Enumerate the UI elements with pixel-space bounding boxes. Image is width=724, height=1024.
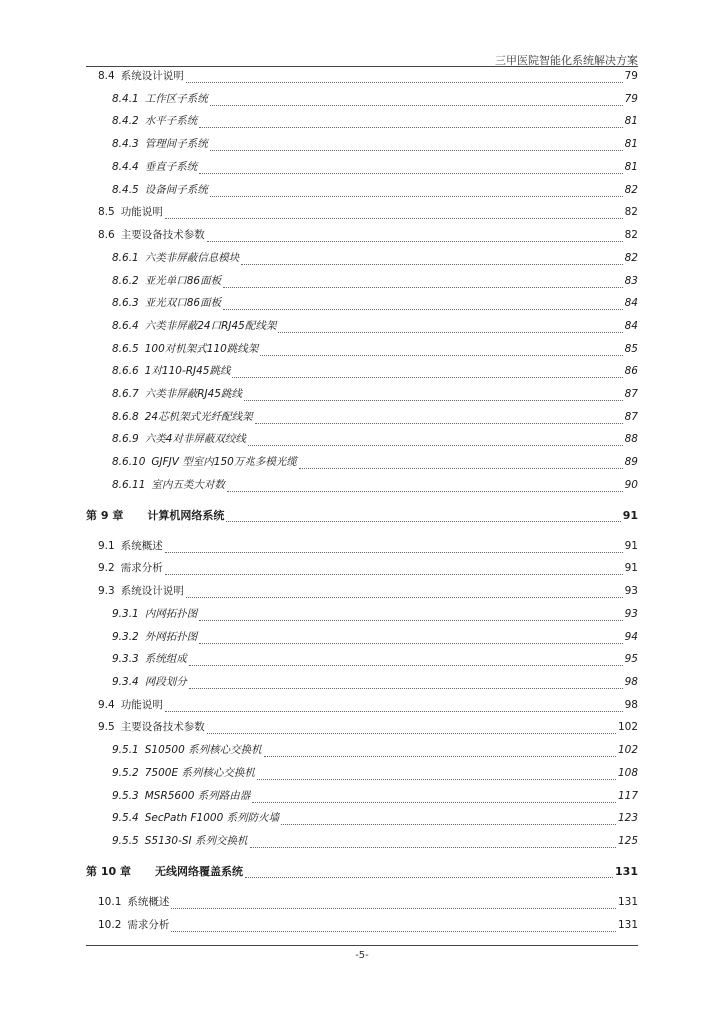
toc-entry[interactable]: 8.6.10 GJFJV 型室内150万兆多模光缆 89: [112, 456, 638, 468]
toc-entry[interactable]: 9.4 功能说明 98: [98, 699, 638, 711]
toc-entry[interactable]: 9.5.5 S5130-SI 系列交换机 125: [112, 835, 638, 847]
toc-entry[interactable]: 8.6.4 六类非屏蔽24口RJ45配线架 84: [112, 320, 638, 332]
toc-entry[interactable]: 9.2 需求分析 91: [98, 562, 638, 574]
toc-entry[interactable]: 8.6.5 100对机架式110跳线架 85: [112, 343, 638, 355]
toc-entry[interactable]: 8.6.6 1对110-RJ45跳线 86: [112, 365, 638, 377]
toc-entry[interactable]: 9.5.2 7500E 系列核心交换机 108: [112, 767, 638, 779]
toc-entry[interactable]: 8.4.4 垂直子系统 81: [112, 161, 638, 173]
toc-entry[interactable]: 8.5 功能说明 82: [98, 206, 638, 218]
toc-entry[interactable]: 8.6.8 24芯机架式光纤配线架 87: [112, 411, 638, 423]
toc-entry[interactable]: 9.5.1 S10500 系列核心交换机 102: [112, 744, 638, 756]
toc-entry[interactable]: 8.4.5 设备间子系统 82: [112, 184, 638, 196]
toc-entry[interactable]: 9.5.3 MSR5600 系列路由器 117: [112, 790, 638, 802]
toc-entry[interactable]: 8.6.1 六类非屏蔽信息模块 82: [112, 252, 638, 264]
page-number: -5-: [355, 950, 369, 961]
toc-entry[interactable]: 9.3.2 外网拓扑图 94: [112, 631, 638, 643]
toc-entry[interactable]: 8.6.9 六类4对非屏蔽双绞线 88: [112, 433, 638, 445]
toc-entry[interactable]: 8.6.2 亚光单口86面板 83: [112, 275, 638, 287]
header-divider: [86, 66, 638, 67]
toc-entry[interactable]: 9.3 系统设计说明 93: [98, 585, 638, 597]
toc-chapter-entry[interactable]: 第 9 章 计算机网络系统 91: [86, 509, 638, 522]
toc-entry[interactable]: 8.4.2 水平子系统 81: [112, 115, 638, 127]
toc-entry[interactable]: 9.3.1 内网拓扑图 93: [112, 608, 638, 620]
toc-entry[interactable]: 9.5.4 SecPath F1000 系列防火墙 123: [112, 812, 638, 824]
toc-entry[interactable]: 8.6 主要设备技术参数 82: [98, 229, 638, 241]
toc-chapter-entry[interactable]: 第 10 章 无线网络覆盖系统 131: [86, 865, 638, 878]
toc-entry[interactable]: 9.3.4 网段划分 98: [112, 676, 638, 688]
toc-entry[interactable]: 8.4.1 工作区子系统 79: [112, 93, 638, 105]
toc-entry[interactable]: 10.1 系统概述 131: [98, 896, 638, 908]
toc-entry[interactable]: 8.6.11 室内五类大对数 90: [112, 479, 638, 491]
toc-entry[interactable]: 10.2 需求分析 131: [98, 919, 638, 931]
toc-entry[interactable]: 9.3.3 系统组成 95: [112, 653, 638, 665]
toc-entry[interactable]: 8.4 系统设计说明 79: [98, 70, 638, 82]
toc-entry[interactable]: 8.6.7 六类非屏蔽RJ45跳线 87: [112, 388, 638, 400]
toc-entry[interactable]: 8.6.3 亚光双口86面板 84: [112, 297, 638, 309]
footer-divider: [86, 945, 638, 946]
toc-entry[interactable]: 8.4.3 管理间子系统 81: [112, 138, 638, 150]
running-header-title: 三甲医院智能化系统解决方案: [495, 54, 638, 67]
toc-entry[interactable]: 9.1 系统概述 91: [98, 540, 638, 552]
toc-entry[interactable]: 9.5 主要设备技术参数 102: [98, 721, 638, 733]
